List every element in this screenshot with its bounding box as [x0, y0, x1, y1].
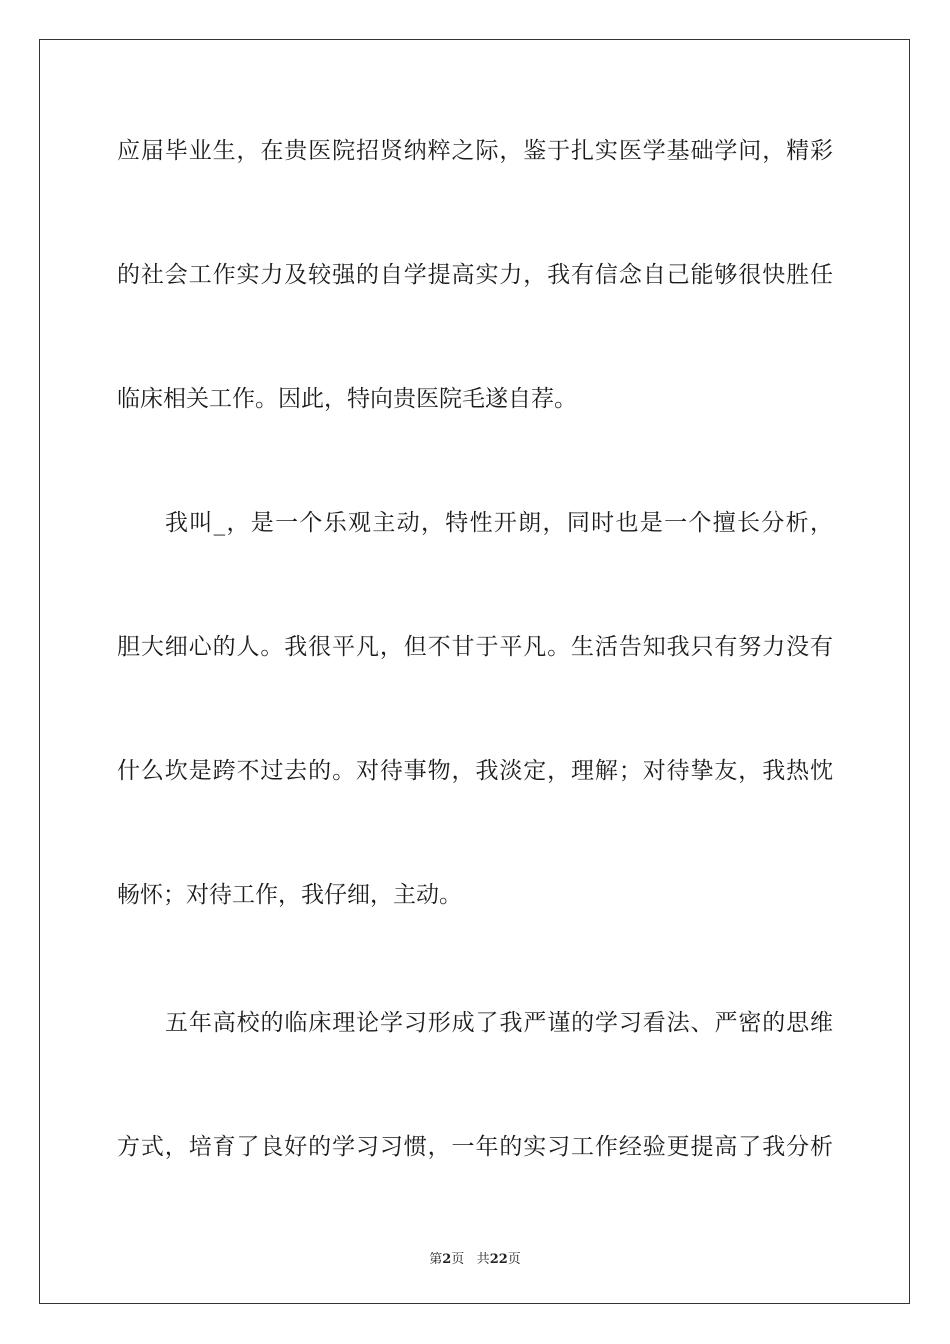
page-prefix: 第 — [429, 1252, 443, 1267]
paragraph-2-line-4: 畅怀；对待工作，我仔细，主动。 — [117, 882, 462, 908]
page-footer — [0, 1248, 950, 1267]
page-current: 2 — [442, 1252, 452, 1267]
text-line-3: 临床相关工作。因此，特向贵医院毛遂自荐。 — [117, 386, 577, 412]
total-suffix: 页 — [507, 1252, 521, 1267]
page-border — [39, 39, 910, 1304]
paragraph-2-line-2: 胆大细心的人。我很平凡，但不甘于平凡。生活告知我只有努力没有 — [117, 634, 833, 660]
paragraph-3-line-2: 方式，培育了良好的学习习惯，一年的实习工作经验更提高了我分析 — [117, 1134, 833, 1160]
page-suffix: 页 — [451, 1252, 465, 1267]
page-total: 22 — [489, 1252, 508, 1267]
paragraph-3-line-1: 五年高校的临床理论学习形成了我严谨的学习看法、严密的思维 — [165, 1010, 833, 1036]
text-line-1: 应届毕业生，在贵医院招贤纳粹之际，鉴于扎实医学基础学问，精彩 — [117, 138, 833, 164]
text-line-2: 的社会工作实力及较强的自学提高实力，我有信念自己能够很快胜任 — [117, 262, 833, 288]
paragraph-2-line-1: 我叫_，是一个乐观主动，特性开朗，同时也是一个擅长分析， — [165, 510, 833, 536]
total-prefix: 共 — [476, 1252, 490, 1267]
paragraph-2-line-3: 什么坎是跨不过去的。对待事物，我淡定，理解；对待挚友，我热忱 — [117, 758, 833, 784]
